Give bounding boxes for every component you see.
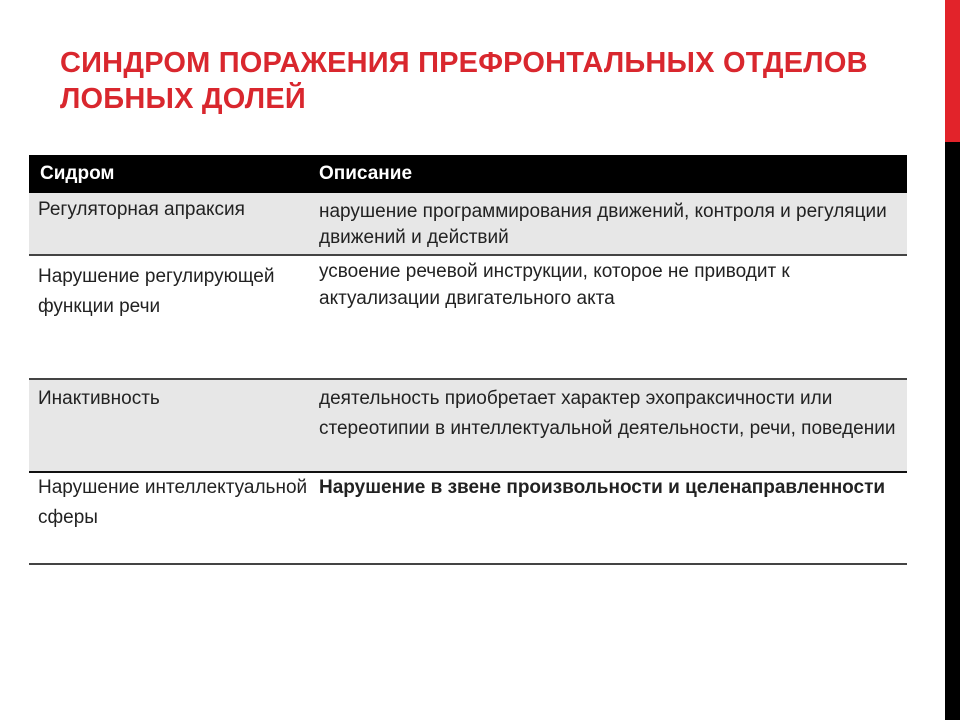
table-row: [29, 193, 907, 256]
description-cell: усвоение речевой инструкции, которое не приводит к актуализации двигательного акта: [319, 261, 790, 309]
header-description: Описание: [319, 163, 413, 184]
description-cell: Нарушение в звене произвольности и целенаправленности: [319, 477, 886, 498]
table-row: [29, 256, 907, 380]
accent-bar-black: [945, 142, 960, 720]
table-header-row: [29, 155, 907, 193]
syndrome-cell: Регуляторная апраксия: [38, 199, 245, 220]
syndrome-table: [29, 155, 907, 565]
table-row: [29, 380, 907, 473]
description-cell: нарушение программирования движений, контроля и регуляции движений и действий: [319, 201, 887, 248]
slide-title: СИНДРОМ ПОРАЖЕНИЯ ПРЕФРОНТАЛЬНЫХ ОТДЕЛОВ ЛОБНЫХ ДОЛЕЙ: [60, 47, 868, 115]
syndrome-cell: Инактивность: [38, 388, 160, 409]
syndrome-cell: Нарушение регулирующей функции речи: [38, 266, 275, 317]
accent-bar-red: [945, 0, 960, 142]
table-row: [29, 473, 907, 565]
syndrome-cell: Нарушение интеллектуальной сферы: [38, 477, 308, 528]
header-syndrome: Сидром: [40, 163, 115, 184]
description-cell: деятельность приобретает характер эхопраксичности или стереотипии в интеллектуальной деятельности, речи, поведении: [319, 388, 896, 439]
